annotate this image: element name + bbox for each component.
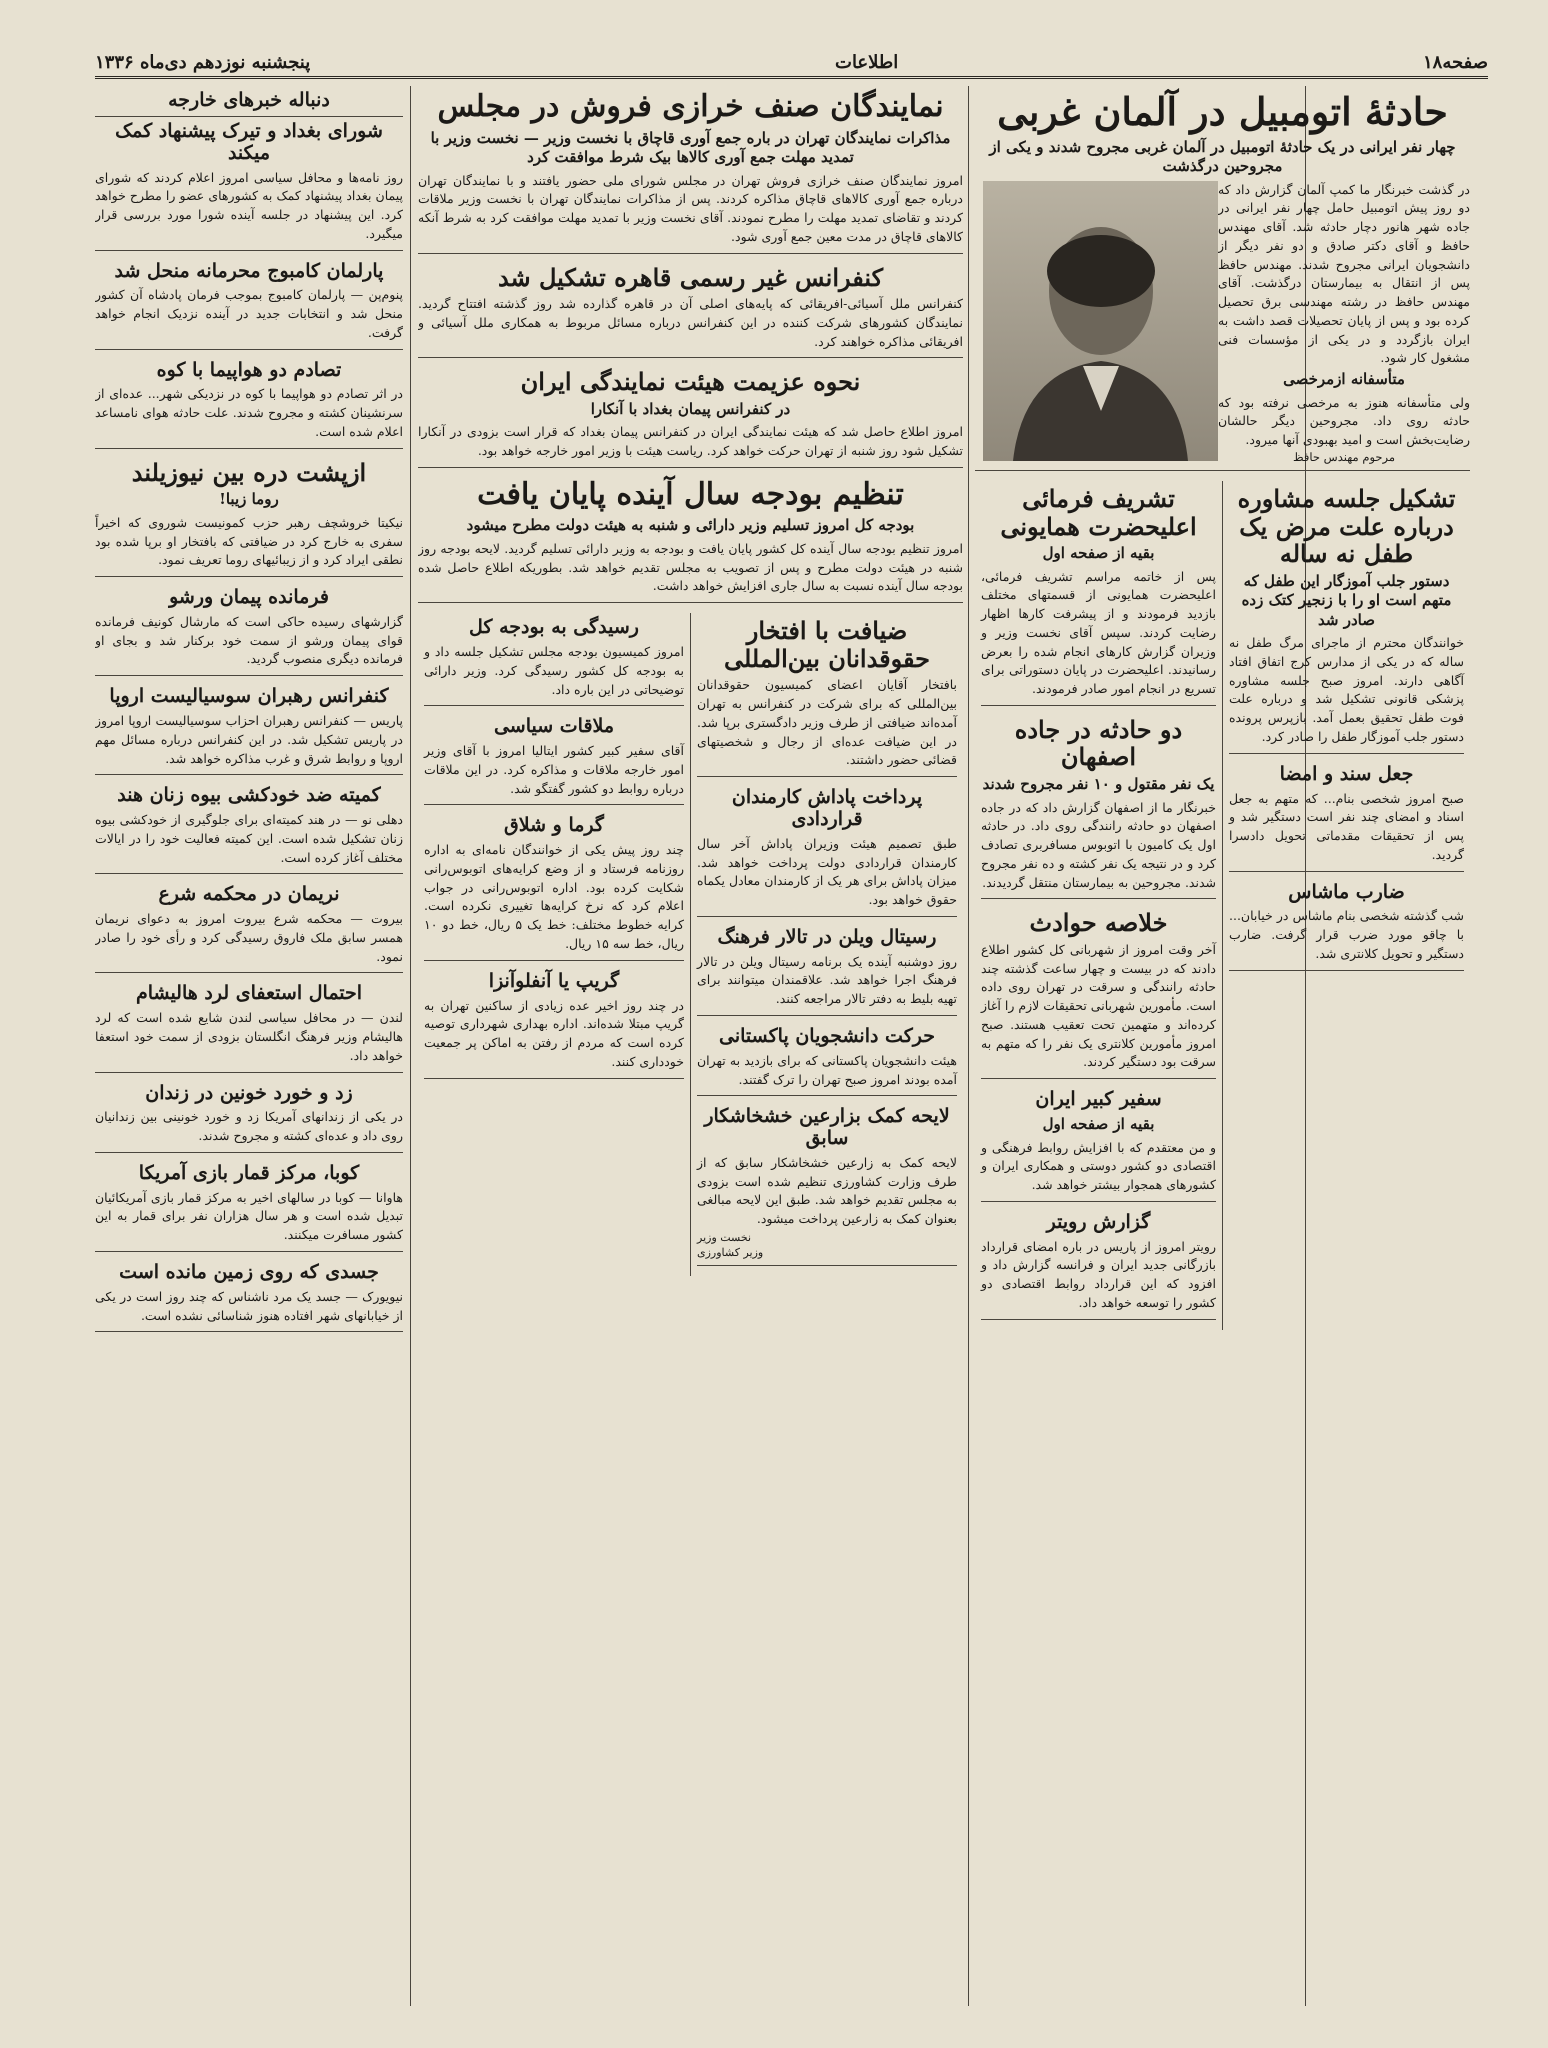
article-body: نیکیتا خروشچف رهبر حزب کمونیست شوروی که اخیراً سفری به خارج کرد در ضیافتی که بافتخار او برپا شده بود نطقی ایراد کرد و از زیبائیهای روما تعریف نمود. (95, 514, 403, 568)
article-body: در یکی از زندانهای آمریکا زد و خورد خونینی بین زندانیان روی داد و عده‌ای کشته و مجروح شدند. (95, 1109, 403, 1144)
article-body: رویتر امروز از پاریس در باره امضای قرارداد بازرگانی جدید ایران و فرانسه گزارش داد و افزود که این قرارداد روابط اقتصادی دو کشور را توسعه خواهد داد. (981, 1238, 1216, 1310)
subheadline: بقیه از صفحه اول (1042, 1115, 1155, 1133)
headline: کوبا، مرکز قمار بازی آمریکا (138, 1161, 360, 1184)
page-number: صفحه۱۸ (1422, 51, 1488, 73)
headline: رسیتال ویلن در تالار فرهنگ (717, 925, 937, 948)
headline: تشکیل جلسه مشاوره درباره علت مرض یک طفل نه ساله (1237, 483, 1456, 569)
headline: گزارش رویتر (1046, 1210, 1151, 1233)
portrait-photo (983, 181, 1218, 461)
article-body: پنوم‌پن — پارلمان کامبوج بموجب فرمان پادشاه آن کشور منحل شد و انتخابات جدید در آینده نزدیک انجام خواهد گرفت. (95, 287, 403, 340)
article-budget (418, 478, 963, 603)
headline: حرکت دانشجویان پاکستانی (719, 1024, 935, 1047)
right-split-a (1223, 481, 1470, 1330)
signature-pm: نخست وزیر (697, 1230, 752, 1244)
subheadline: بقیه از صفحه اول (1042, 544, 1155, 563)
article-royal-visit (981, 485, 1216, 706)
headline: کمیته ضد خودکشی بیوه زنان هند (117, 784, 381, 807)
article-body: طبق تصمیم هیئت وزیران پاداش آخر سال کارمندان قراردادی دولت پرداخت خواهد شد. میزان پاداش برای هر یک از کارمندان معادل یکماه حقوق خواهد بود. (697, 835, 957, 908)
masthead (95, 48, 1488, 79)
article-political-meeting (424, 716, 684, 805)
article-body: آقای سفیر کبیر کشور ایتالیا امروز با آقای وزیر امور خارجه ملاقات و مذاکره کرد. در این ملاقات درباره روابط دو کشور گفتگو شد. (424, 743, 684, 796)
headline: حادثهٔ اتومبیل در آلمان غربی (997, 89, 1448, 134)
article-delegation (418, 368, 963, 468)
article-car-accident (975, 90, 1470, 471)
portrait-image (983, 181, 1218, 461)
subheadline: چهار نفر ایرانی در یک حادثهٔ اتومبیل در آلمان غربی مجروح شدند و یکی از مجروحین درگذشت (989, 137, 1456, 176)
article-contract-bonus (697, 787, 957, 917)
headline: گریپ یا آنفلوآنزا (488, 969, 620, 992)
right-split (975, 481, 1470, 1330)
article-body: در چند روز اخیر عده زیادی از ساکنین تهران به گریپ مبتلا شده‌اند. اداره بهداری شهرداری توصیه کرده است که مردم از رفتن به اماکن پر جمعیت خودداری کنند. (424, 997, 684, 1069)
headline: سفیر کبیر ایران (1035, 1088, 1162, 1111)
article-unclaimed-body (95, 1262, 403, 1332)
column-right (975, 86, 1470, 2006)
article-body: امروز نمایندگان صنف خرازی فروش تهران در مجلس شورای ملی حضور یافتند و با نمایندگان تهران درباره جمع آوری کالاهای قاچاق مذاکره کردند. پس از مذاکرات نمایندگان تهران با نخست وزیر ملاقات کردند و تقاضای تمدید مهلت را مطرح نمودند. آقای نخست وزیر با تمدید مهلت موافقت کرد به شرط آنکه کالاهای قاچاق در مدت معین جمع آوری شود. (418, 172, 963, 244)
subheadline: بودجه کل امروز تسلیم وزیر دارائی و شنبه به هیئت دولت مطرح میشود (466, 516, 915, 535)
article-violin-recital (697, 927, 957, 1016)
article-reuters (981, 1212, 1216, 1320)
headline: فرمانده پیمان ورشو (169, 586, 329, 609)
article-body: روز نامه‌ها و محافل سیاسی امروز اعلام کردند که شورای پیمان بغداد پیشنهاد کمک به کشورهای عضو را مطرح خواهد کرد. این پیشنهاد در جلسه آینده شورا مورد بررسی قرار میگیرد. (95, 169, 403, 241)
right-split-b (975, 481, 1223, 1330)
article-body: صبح امروز شخصی بنام... که متهم به جعل اسناد و امضای چند نفر است دستگیر شد و پس از تحقیقات مقدماتی تحویل دادسرا گردید. (1229, 790, 1464, 862)
article-cambodia (95, 261, 403, 350)
headline: دو حادثه در جاده اصفهان (1014, 714, 1183, 772)
article-body: امروز اطلاع حاصل شد که هیئت نمایندگی ایران در کنفرانس پیمان بغداد که قرار است بزودی در آنکارا تشکیل شود روز شنبه از تهران حرکت خواهد کرد. ریاست هیئت با وزیر امور خارجه خواهد بود. (418, 424, 963, 459)
article-body: در گذشت خبرنگار ما کمپ آلمان گزارش داد که دو روز پیش اتومبیل حامل چهار نفر ایرانی در جاده شهر هانور دچار حادثه شد. آقای مهندس حافظ و آقای دکتر صادق و دو نفر دیگر از دانشجویان ایرانی مجروح شدند. مهندس حافظ پس از انتقال به بیمارستان درگذشت. آقای مهندس حافظ در رشته مهندسی برق تحصیل کرده بود و پس از پایان تحصیلات قصد داشت به ایران بازگردد و در یکی از مؤسسات فنی مشغول کار شود. (1218, 181, 1470, 366)
subheadline: مذاکرات نمایندگان تهران در باره جمع آوری قاچاق با نخست وزیر — نخست وزیر با تمدید مهلت جمع آوری کالاها بیک شرط موافقت کرد (430, 128, 951, 166)
headline: کنفرانس غیر رسمی قاهره تشکیل شد (497, 262, 884, 292)
center-split (418, 613, 963, 1276)
headline: خلاصه حوادث (1029, 908, 1168, 938)
column-left (95, 86, 403, 2006)
article-socialist-conference (95, 686, 403, 775)
article-body: بیروت — محکمه شرع بیروت امروز به دعوای نریمان همسر سابق ملک فاروق رسیدگی کرد و رأی خود را صادر نمود. (95, 911, 403, 964)
article-body: پاریس — کنفرانس رهبران احزاب سوسیالیست اروپا امروز در پاریس تشکیل شد. در این کنفرانس درباره مسائل مهم اروپا و روابط شرق و غرب مذاکره خواهد شد. (95, 713, 403, 766)
center-split-b (418, 613, 691, 1276)
article-body: پس از خاتمه مراسم تشریف فرمائی، اعلیحضرت همایونی از قسمتهای مختلف بازدید فرمودند و از پیشرفت کارها اظهار رضایت کردند. سپس آقای نخست وزیر و وزیران گزارش کارهای انجام شده را بعرض رسانیدند. اعلیحضرت در پایان دستوراتی برای تسریع در انجام امور صادر فرمودند. (981, 568, 1216, 697)
headline: ملاقات سیاسی (493, 715, 615, 738)
article-assailant (1229, 882, 1464, 971)
headline: نحوه عزیمت هیئت نمایندگی ایران (520, 367, 861, 397)
headline: شورای بغداد و تیرک پیشنهاد کمک میکند (115, 119, 383, 164)
article-body: هیئت دانشجویان پاکستانی که برای بازدید به تهران آمده بودند امروز صبح تهران را ترک گفتند. (697, 1052, 957, 1087)
headline: کنفرانس رهبران سوسیالیست اروپا (109, 685, 389, 708)
article-prison-riot (95, 1083, 403, 1153)
headline: پرداخت پاداش کارمندان قراردادی (731, 786, 923, 830)
subheadline: یک نفر مقتول و ۱۰ نفر مجروح شدند (982, 775, 1215, 794)
article-pakistani-students (697, 1026, 957, 1096)
article-mother-conference (1229, 485, 1464, 754)
article-body: چند روز پیش یکی از خوانندگان نامه‌ای به اداره روزنامه فرستاد و از وضع کرایه‌های اتوبوس‌رانی شکایت کرده بود. اداره اتوبوس‌رانی در جواب اعلام کرد که نرخ کرایه‌ها تغییری نکرده است. کرایه خطوط مختلف: خط یک ۵ ریال، خط دو ۱۰ ریال، خط سه ۱۵ ریال. (424, 842, 685, 951)
headline: تشریف فرمائی اعلیحضرت همایونی (1000, 483, 1197, 541)
subheadline: روما زیبا! (219, 490, 279, 509)
article-incident-summary (981, 909, 1216, 1079)
article-body: آخر وقت امروز از شهربانی کل کشور اطلاع دادند که در بیست و چهار ساعت گذشته چند حادثه رانندگی و سرقت در تهران روی داده است. مأمورین شهربانی تحقیقات لازم را آغاز کرده‌اند و متهمین تحت تعقیب هستند. صبح امروز مأمورین کلانتری یک نفر را که متهم به سرقت بود دستگیر کردند. (981, 941, 1216, 1070)
article-body: شب گذشته شخصی بنام ماشاس در خیابان... با چاقو مورد ضرب قرار گرفت. ضارب دستگیر و تحویل کلانتری شد. (1229, 908, 1464, 961)
article-jurists-banquet (697, 617, 957, 777)
column-rule (410, 86, 411, 2006)
article-body: هاوانا — کوبا در سالهای اخیر به مرکز قمار بازی آمریکائیان تبدیل شده است و هر سال هزاران نفر برای قمار به این کشور مسافرت میکنند. (95, 1189, 403, 1243)
article-body: گزارشهای رسیده حاکی است که مارشال کونیف فرمانده قوای پیمان ورشو از سمت خود برکنار شد و بجای او فرمانده دیگری منصوب گردید. (95, 613, 403, 667)
signature-agriculture: وزیر کشاورزی (697, 1245, 764, 1259)
article-budget-review (424, 617, 684, 706)
article-flu (424, 971, 684, 1079)
column-rule (968, 86, 969, 2006)
article-body: لندن — در محافل سیاسی لندن شایع شده است که لرد هالیشام وزیر فرهنگ انگلستان بزودی از سمت خود استعفا خواهد داد. (95, 1010, 403, 1063)
article-cairo-conference (418, 264, 963, 359)
article-body: دهلی نو — در هند کمیته‌ای برای جلوگیری از خودکشی بیوه زنان تشکیل شده است. این کمیته فعالیت خود را در ایالات مختلف آغاز کرده است. (95, 812, 403, 865)
article-haberdashers (418, 90, 963, 254)
headline: ضیافت با افتخار حقوقدانان بین‌المللی (723, 616, 931, 673)
article-heat-whip (424, 815, 684, 960)
photo-caption: مرحوم مهندس حافظ (1292, 449, 1396, 464)
column-center (418, 86, 963, 2006)
article-body: نیویورک — جسد یک مرد ناشناس که چند روز است در یکی از خیابانهای شهر افتاده هنوز شناسائی نشده است. (95, 1288, 403, 1323)
article-nariman (95, 884, 403, 973)
article-forgery (1229, 764, 1464, 872)
headline: جسدی که روی زمین مانده است (119, 1260, 379, 1283)
article-body: لایحه کمک به زارعین خشخاشکار سابق که از طرف وزارت کشاورزی تنظیم شده است بزودی به مجلس تقدیم خواهد شد. طبق این لایحه مبالغی بعنوان کمک به زارعین پرداخت میشود. (697, 1154, 957, 1227)
center-split-a (691, 613, 963, 1276)
article-body: در اثر تصادم دو هواپیما با کوه در نزدیکی شهر... عده‌ای از سرنشینان کشته و مجروح شدند. علت حادثه هوای نامساعد اعلام شده است. (95, 386, 403, 439)
article-new-zealand (95, 459, 403, 577)
subheadline: متأسفانه ازمرخصی (1283, 370, 1405, 389)
article-cuba-gambling (95, 1163, 403, 1252)
article-warsaw-pact (95, 587, 403, 676)
headline: جعل سند و امضا (1279, 762, 1414, 785)
headline: رسیدگی به بودجه کل (469, 616, 639, 639)
paper-name: اطلاعات (835, 51, 899, 73)
headline: زد و خورد خونین در زندان (145, 1081, 353, 1104)
article-body: خبرنگار ما از اصفهان گزارش داد که در جاده اصفهان دو حادثه رانندگی روی داد. در حادثه اول یک کامیون با اتوبوس مسافربری تصادف کرد و در نتیجه یک نفر کشته و ده نفر مجروح شدند. مجروحین به بیمارستان منتقل گردیدند. (981, 799, 1216, 890)
article-poppy-farmers (697, 1106, 957, 1266)
headline: پارلمان کامبوج محرمانه منحل شد (114, 259, 384, 282)
headline: تنظیم بودجه سال آینده پایان یافت (477, 476, 904, 512)
article-plane-crash (95, 360, 403, 449)
article-body: خوانندگان محترم از ماجرای مرگ طفل نه ساله که در یکی از مدارس کرج اتفاق افتاد آگاهی دارند. امروز صبح جلسه مشاوره پزشکی قانونی تشکیل شد و درباره علت فوت طفل تحقیق بعمل آمد. بازپرس پرونده دستور جلب آموزگار طفل را صادر کرد. (1229, 635, 1464, 744)
article-body: کنفرانس ملل آسیائی-افریقائی که پایه‌های اصلی آن در قاهره گذارده شد روز گذشته افتتاح گردید. نمایندگان کشورهای شرکت کننده در این کنفرانس درباره مسائل مربوط به همکاری ملل آسیائی و افریقائی مذاکره خواهند کرد. (418, 296, 963, 349)
article-isfahan-road (981, 716, 1216, 899)
article-body: ولی متأسفانه هنوز به مرخصی نرفته بود که حادثه روی داد. مجروحین دیگر حالشان رضایت‌بخش است و امید بهبودی آنها میرود. (1218, 394, 1470, 448)
headline: لایحه کمک بزارعین خشخاشکار سابق (704, 1105, 950, 1150)
article-india-widows (95, 785, 403, 874)
headline: احتمال استعفای لرد هالیشام (135, 982, 363, 1005)
article-baghdad-council (95, 121, 403, 251)
article-body: و من معتقدم که با افزایش روابط فرهنگی و اقتصادی دو کشور دوستی و همکاری ایران و کشورهای همجوار بیشتر خواهد شد. (981, 1139, 1216, 1192)
section-header: دنباله خبرهای خارجه (95, 90, 403, 117)
article-body: بافتخار آقایان اعضای کمیسیون حقوقدانان بین‌المللی که برای شرکت در کنفرانس به تهران آمده‌اند ضیافتی از طرف وزیر دادگستری برپا شد. در این ضیافت عده‌ای از رجال و شخصیتهای قضائی حضور داشتند. (697, 677, 957, 768)
headline: ازپشت دره بین نیوزیلند (131, 457, 367, 487)
article-body: روز دوشنبه آینده یک برنامه رسیتال ویلن در تالار فرهنگ اجرا خواهد شد. علاقمندان میتوانند برای تهیه بلیط به دفتر تالار مراجعه کنند. (697, 953, 957, 1007)
article-body: امروز کمیسیون بودجه مجلس تشکیل جلسه داد و به بودجه کل کشور رسیدگی کرد. وزیر دارائی توضیحاتی در این باره داد. (424, 644, 684, 697)
article-ambassador (981, 1089, 1216, 1202)
headline: گرما و شلاق (504, 814, 604, 837)
headline: تصادم دو هواپیما با کوه (156, 358, 342, 381)
issue-date: پنجشنبه نوزدهم دی‌ماه ۱۳۳۶ (95, 51, 311, 73)
subheadline: دستور جلب آموزگار این طفل که متهم است او را با زنجیر کتک زده صادر شد (1241, 571, 1452, 629)
subheadline: در کنفرانس پیمان بغداد با آنکارا (590, 399, 791, 418)
headline: ضارب ماشاس (1288, 880, 1405, 903)
article-hailsham (95, 983, 403, 1072)
headline: نمایندگان صنف خرازی فروش در مجلس (437, 89, 944, 124)
headline: نریمان در محکمه شرع (158, 883, 340, 906)
article-body: امروز تنظیم بودجه سال آینده کل کشور پایان یافت و بودجه به وزیر دارائی تسلیم گردید. لایحه بودجه روز شنبه در هیئت دولت مطرح و پس از تصویب به مجلس تقدیم خواهد شد. بطوریکه اطلاع حاصل شده بودجه سال آینده نسبت به سال جاری افزایش خواهد داشت. (418, 540, 963, 594)
